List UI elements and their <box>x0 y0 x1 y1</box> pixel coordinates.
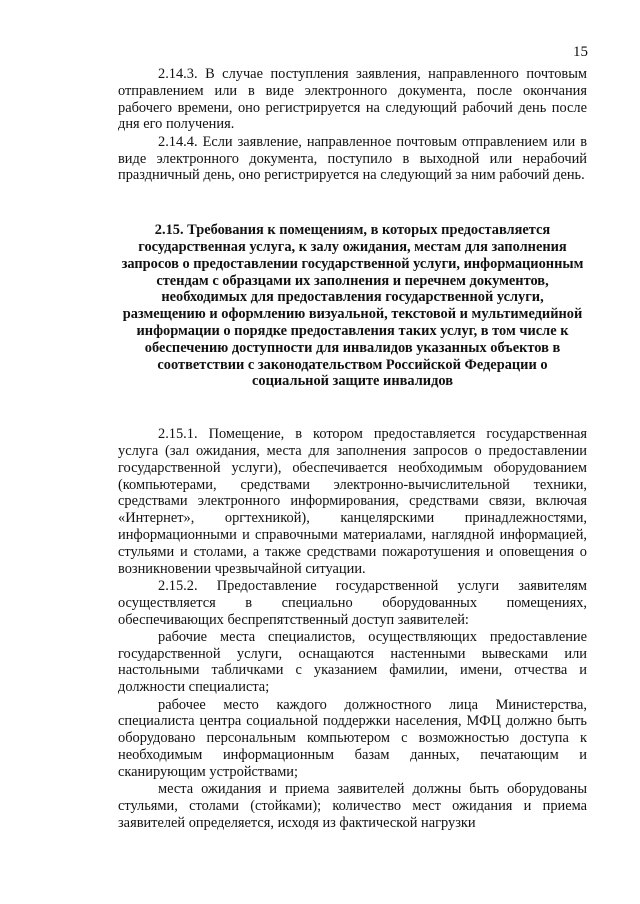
paragraph-2-14-3: 2.14.3. В случае поступления заявления, направленного почтовым отправлением или в виде электронного документа, после окончания рабочего времени, оно регистрируется на следующий рабочий день после дня его получения. <box>118 66 587 133</box>
paragraph-2-15-2: 2.15.2. Предоставление государственной услуги заявителям осуществляется в специально оборудованных помещениях, обеспечивающих беспрепятственный доступ заявителей: <box>118 577 587 628</box>
paragraph-workplace-computer: рабочее место каждого должностного лица Министерства, специалиста центра социальной поддержки населения, МФЦ должно быть оборудовано персональным компьютером с возможностью доступа к необходимым информационным базам данных, печатающим и сканирующим устройствами; <box>118 696 587 780</box>
document-body <box>118 66 587 832</box>
paragraph-2-14-4: 2.14.4. Если заявление, направленное почтовым отправлением или в виде электронного документа, поступило в выходной или нерабочий праздничный день, оно регистрируется на следующий за ним рабочий день. <box>118 133 587 184</box>
paragraph-workplaces-signs: рабочие места специалистов, осуществляющих предоставление государственной услуги, оснащаются настенными вывесками или настольными табличками с указанием фамилии, имени, отчества и должности специалиста; <box>118 628 587 696</box>
paragraph-2-15-1: 2.15.1. Помещение, в котором предоставляется государственная услуга (зал ожидания, места для заполнения запросов о предоставлении государственной услуги), обеспечивается необходимым оборудованием (компьютерами, средствами электронно-вычислительной техники, средствами электронного информирования, средствами связи, включая «Интернет», оргтехникой), канцелярскими принадлежностями, информационными и справочными материалами, наглядной информацией, стульями и столами, а также средствами пожаротушения и оповещения о возникновении чрезвычайной ситуации. <box>118 426 587 577</box>
paragraph-waiting-places: места ожидания и приема заявителей должны быть оборудованы стульями, столами (стойками); количество мест ожидания и приема заявителей определяется, исходя из фактической нагрузки <box>118 781 587 831</box>
page-number: 15 <box>573 44 588 60</box>
section-heading: 2.15. Требования к помещениям, в которых предоставляется государственная услуга, к залу ожидания, местам для заполнения запросов о предоставлении государственной услуги, информационным стендам с образцами их заполнения и перечнем документов, необходимых для предоставления государственной услуги, размещению и оформлению визуальной, текстовой и мультимедийной информации о порядке предоставления таких услуг, в том числе к обеспечению доступности для инвалидов указанных объектов в соответствии с законодательством Российской Федерации о социальной защите инвалидов <box>121 222 584 390</box>
